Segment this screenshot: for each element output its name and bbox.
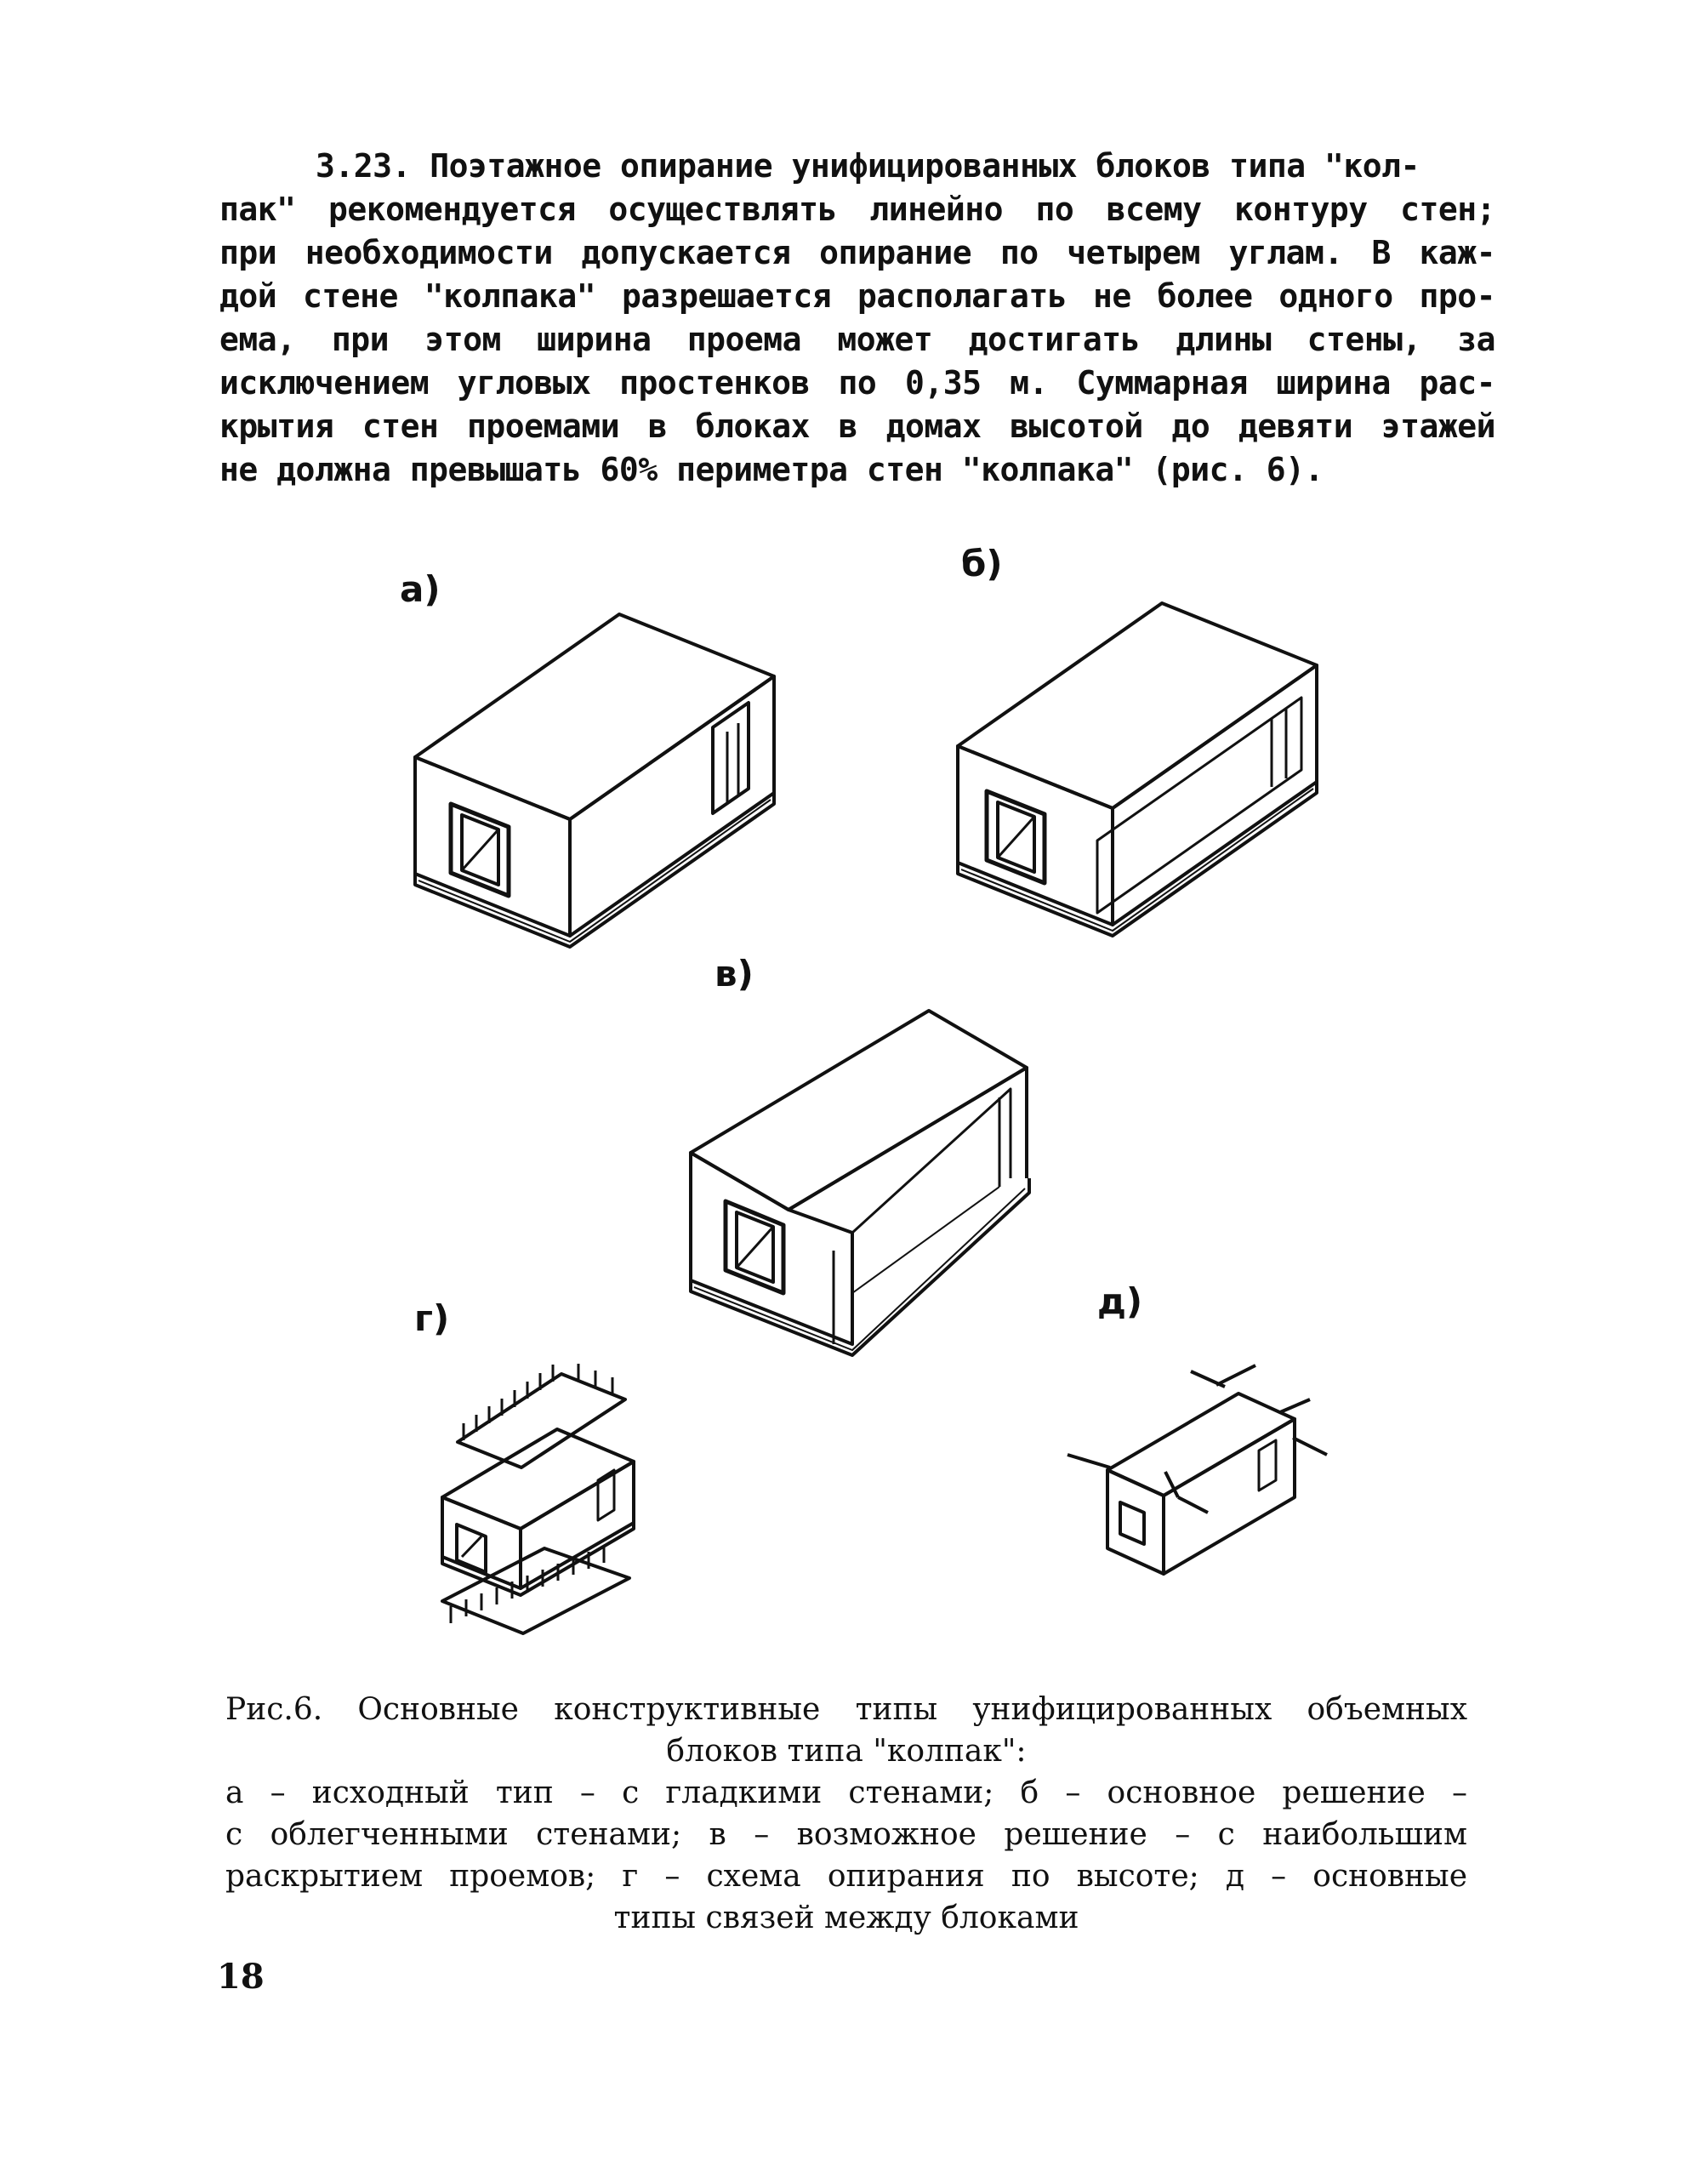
caption-title: Рис.6. Основные конструктивные типы унифицированных объемных [225, 1692, 1467, 1727]
block-v-drawing [691, 1011, 1029, 1355]
block-a-drawing [415, 614, 774, 947]
block-b-drawing [958, 603, 1317, 936]
figure-label-a: а) [400, 568, 441, 610]
paragraph-line: не должна превышать 60% периметра стен "колпака" (рис. 6). [219, 451, 1324, 488]
paragraph-line: 3.23. Поэтажное опирание унифицированных блоков типа "кол- [316, 147, 1420, 185]
paragraph-line: исключением угловых простенков по 0,35 м. Суммарная ширина рас- [219, 364, 1495, 402]
caption-line: раскрытием проемов; г – схема опирания по высоте; д – основные [225, 1859, 1467, 1894]
page-number: 18 [217, 1957, 265, 1997]
paragraph-line: крытия стен проемами в блоках в домах высотой до девяти этажей [219, 407, 1495, 445]
figure-caption [225, 1689, 1467, 1939]
caption-title-cont: блоков типа "колпак": [666, 1734, 1027, 1769]
paragraph-line: пак" рекомендуется осуществлять линейно по всему контуру стен; [219, 191, 1495, 228]
block-d-drawing [1068, 1365, 1327, 1574]
figure-label-v: в) [715, 953, 754, 995]
paragraph-line: ема, при этом ширина проема может достигать длины стены, за [219, 321, 1495, 358]
caption-line: с облегченными стенами; в – возможное решение – с наибольшим [225, 1817, 1467, 1852]
figure-label-b: б) [961, 543, 1003, 584]
paragraph-line: дой стене "колпака" разрешается располагать не более одного про- [219, 277, 1495, 315]
caption-line: типы связей между блоками [613, 1901, 1079, 1935]
figure-label-g: г) [414, 1297, 450, 1339]
block-g-drawing [442, 1364, 634, 1633]
figure-label-d: д) [1097, 1280, 1143, 1322]
paragraph-line: при необходимости допускается опирание по четырем углам. В каж- [219, 234, 1495, 271]
caption-line: а – исходный тип – с гладкими стенами; б – основное решение – [225, 1775, 1467, 1810]
